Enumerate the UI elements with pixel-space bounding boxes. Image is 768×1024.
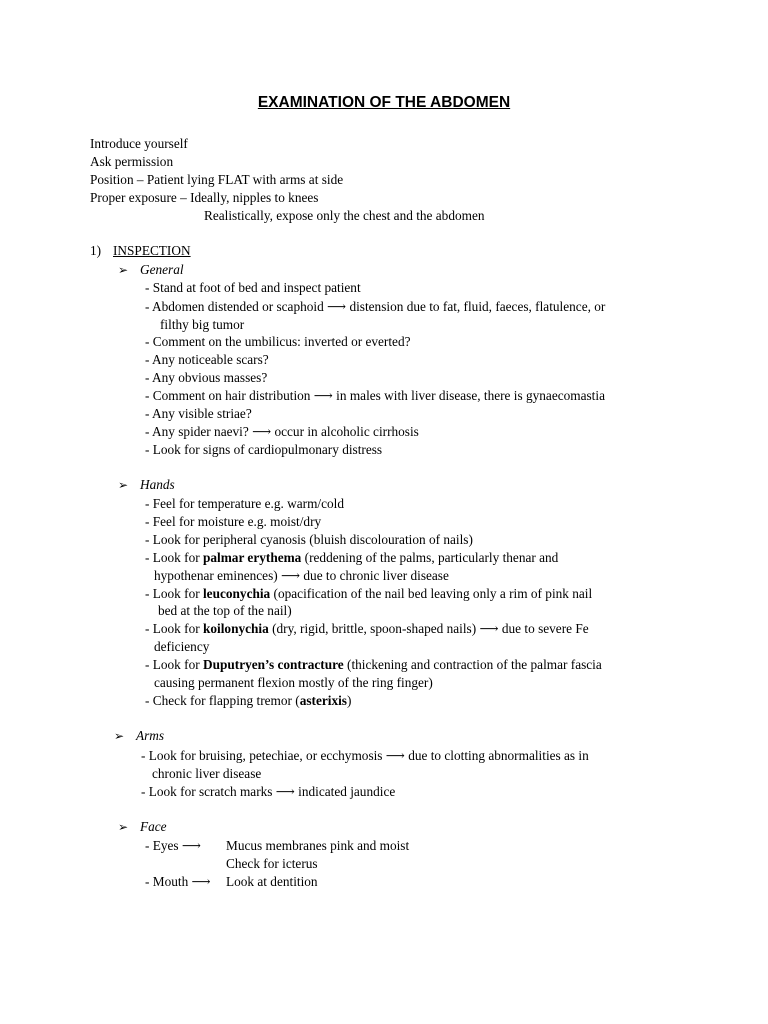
list-item-label: - Mouth ⟶ xyxy=(145,874,211,889)
list-item: - Look for signs of cardiopulmonary distress xyxy=(145,442,383,457)
section-heading: INSPECTION xyxy=(113,243,191,258)
bold-term: palmar erythema xyxy=(202,550,302,565)
subsection-heading-arms: Arms xyxy=(136,728,165,743)
list-item: - Look for koilonychia (dry, rigid, brittle, spoon-shaped nails) ⟶ due to severe Fe xyxy=(145,621,589,636)
list-item: - Any visible striae? xyxy=(145,406,252,421)
list-item: - Any obvious masses? xyxy=(145,370,268,385)
list-item: causing permanent flexion mostly of the ring finger) xyxy=(154,675,433,690)
list-item: Look at dentition xyxy=(226,874,318,889)
subsection-heading-general: General xyxy=(140,262,184,277)
list-item: - Comment on the umbilicus: inverted or everted? xyxy=(145,334,411,349)
intro-line: Realistically, expose only the chest and the abdomen xyxy=(204,208,485,223)
intro-line: Introduce yourself xyxy=(90,136,188,151)
subsection-heading-hands: Hands xyxy=(140,477,175,492)
list-item: - Any spider naevi? ⟶ occur in alcoholic cirrhosis xyxy=(145,424,419,439)
list-item: filthy big tumor xyxy=(160,317,245,332)
list-item: - Feel for moisture e.g. moist/dry xyxy=(145,514,322,529)
document-title: EXAMINATION OF THE ABDOMEN xyxy=(257,94,511,111)
list-item: - Feel for temperature e.g. warm/cold xyxy=(145,496,344,511)
arrow-bullet-icon: ➢ xyxy=(118,263,129,277)
list-item: - Look for scratch marks ⟶ indicated jaundice xyxy=(141,784,396,799)
list-item: - Abdomen distended or scaphoid ⟶ distension due to fat, fluid, faeces, flatulence, or xyxy=(145,299,606,314)
arrow-bullet-icon: ➢ xyxy=(118,478,129,492)
list-item: - Look for Duputryen’s contracture (thickening and contraction of the palmar fascia xyxy=(145,657,602,672)
list-item: - Any noticeable scars? xyxy=(145,352,269,367)
bold-term: koilonychia xyxy=(202,621,269,636)
list-item-label: - Eyes ⟶ xyxy=(145,838,201,853)
list-item: - Look for peripheral cyanosis (bluish discolouration of nails) xyxy=(145,532,473,547)
arrow-bullet-icon: ➢ xyxy=(114,729,125,743)
intro-line: Ask permission xyxy=(90,154,174,169)
list-item: bed at the top of the nail) xyxy=(158,603,292,618)
arrow-bullet-icon: ➢ xyxy=(118,820,129,834)
list-item: - Look for palmar erythema (reddening of the palms, particularly thenar and xyxy=(145,550,559,565)
list-item: Check for icterus xyxy=(226,856,318,871)
list-item: chronic liver disease xyxy=(152,766,262,781)
list-item: - Look for bruising, petechiae, or ecchymosis ⟶ due to clotting abnormalities as in xyxy=(141,748,589,763)
list-item: - Stand at foot of bed and inspect patient xyxy=(145,280,361,295)
list-item: - Comment on hair distribution ⟶ in males with liver disease, there is gynaecomastia xyxy=(145,388,605,403)
bold-term: leuconychia xyxy=(202,586,271,601)
bold-term: Duputryen’s contracture xyxy=(202,657,344,672)
section-number: 1) xyxy=(90,243,102,258)
list-item: Mucus membranes pink and moist xyxy=(226,838,410,853)
list-item: deficiency xyxy=(154,639,210,654)
subsection-heading-face: Face xyxy=(140,819,167,834)
bold-term: asterixis xyxy=(299,693,347,708)
list-item: - Check for flapping tremor (asterixis) xyxy=(145,693,352,708)
intro-line: Position – Patient lying FLAT with arms at side xyxy=(90,172,344,187)
list-item: - Look for leuconychia (opacification of the nail bed leaving only a rim of pink nail xyxy=(145,586,593,601)
list-item: hypothenar eminences) ⟶ due to chronic liver disease xyxy=(154,568,449,583)
intro-line: Proper exposure – Ideally, nipples to knees xyxy=(90,190,319,205)
